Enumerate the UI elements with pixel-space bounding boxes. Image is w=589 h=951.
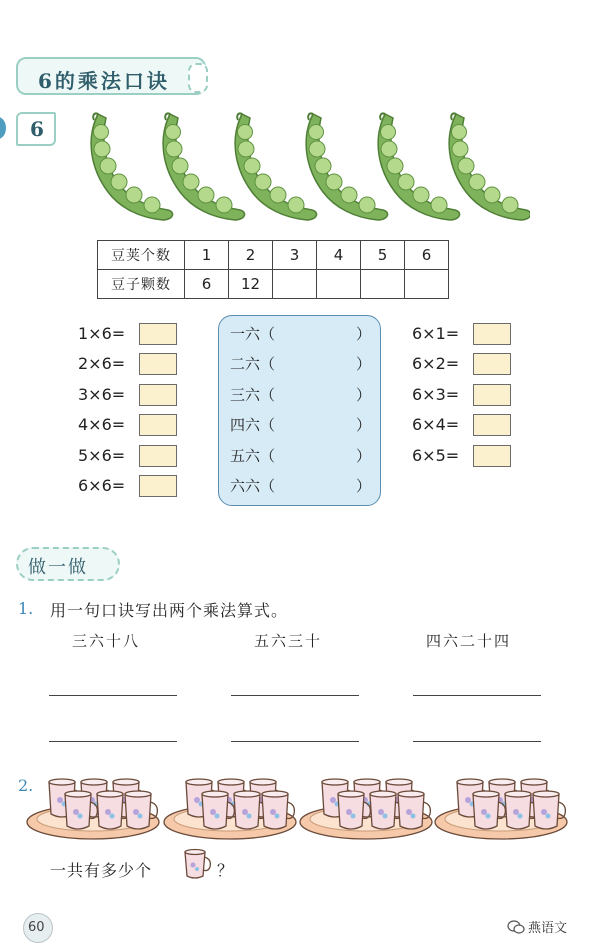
rhyme-text: 六六（ [230, 477, 276, 495]
equation [412, 413, 459, 437]
answer-box[interactable] [473, 445, 511, 467]
equation [78, 413, 125, 437]
decor-dot [0, 117, 6, 139]
answer-line[interactable] [231, 695, 359, 696]
table-cell[interactable] [405, 270, 449, 299]
section-title-banner [16, 57, 206, 95]
table-row [98, 270, 449, 299]
rhyme-close: ） [356, 386, 372, 404]
table-header: 豆子颗数 [98, 270, 185, 299]
equation-text: 4×6= [78, 415, 126, 434]
rhyme-line [230, 474, 372, 498]
cups-on-plates-illustration [25, 770, 570, 842]
answer-box[interactable] [473, 353, 511, 375]
equation [78, 444, 125, 468]
question-text [50, 858, 152, 881]
answer-line[interactable] [49, 741, 177, 742]
plate-with-cups [300, 779, 432, 839]
equation [78, 383, 125, 407]
table-cell[interactable] [273, 270, 317, 299]
question-after: ？ [217, 861, 235, 880]
do-it-banner [16, 547, 120, 581]
do-it-title: 做一做 [28, 557, 88, 578]
section-title: 6的乘法口诀 [38, 69, 170, 93]
answer-box[interactable] [139, 445, 177, 467]
pea-pod [306, 113, 387, 220]
scroll-curl-icon [188, 63, 208, 93]
rhyme-line [230, 322, 372, 346]
rhyme-text: 五六（ [230, 447, 276, 465]
answer-box[interactable] [139, 323, 177, 345]
watermark-text: 燕语文 [528, 921, 568, 936]
question-number: 2. [18, 776, 34, 795]
pea-pod [378, 113, 459, 220]
equation [412, 383, 459, 407]
rhyme-word: 五六三十 [254, 632, 323, 650]
table-cell: 5 [361, 241, 405, 270]
answer-line[interactable] [413, 695, 541, 696]
question-number: 1. [18, 599, 34, 618]
table-cell: 1 [185, 241, 229, 270]
table-cell[interactable] [317, 270, 361, 299]
table-cell: 2 [229, 241, 273, 270]
answer-box[interactable] [473, 414, 511, 436]
table-cell[interactable]: 12 [229, 270, 273, 299]
answer-line[interactable] [413, 741, 541, 742]
rhyme-line [230, 444, 372, 468]
equation [412, 444, 459, 468]
table-cell[interactable]: 6 [185, 270, 229, 299]
equation [78, 322, 125, 346]
answer-box[interactable] [473, 384, 511, 406]
rhyme-close: ） [356, 325, 372, 343]
equation-text: 5×6= [78, 446, 126, 465]
equation-text: 6×1= [412, 324, 460, 343]
question-before: 一共有多少个 [50, 861, 153, 880]
answer-box[interactable] [139, 475, 177, 497]
pea-pod [163, 113, 244, 220]
equation-text: 6×4= [412, 415, 460, 434]
rhyme-line [230, 413, 372, 437]
equation-text: 1×6= [78, 324, 126, 343]
plate-with-cups [27, 779, 159, 839]
table-header: 豆荚个数 [98, 241, 185, 270]
table-cell: 3 [273, 241, 317, 270]
plate-with-cups [435, 779, 567, 839]
cup-icon [181, 848, 215, 880]
answer-box[interactable] [139, 384, 177, 406]
beans-table [97, 240, 449, 299]
rhyme-text: 三六（ [230, 386, 276, 404]
rhyme-close: ） [356, 447, 372, 465]
equation-text: 2×6= [78, 354, 126, 373]
plate-with-cups [164, 779, 296, 839]
equation-text: 6×6= [78, 476, 126, 495]
table-cell: 4 [317, 241, 361, 270]
answer-line[interactable] [231, 741, 359, 742]
answer-box[interactable] [139, 353, 177, 375]
rhyme-word: 四六二十四 [426, 632, 512, 650]
pea-pod [235, 113, 316, 220]
pea-pod [91, 113, 172, 220]
example-number: 6 [30, 117, 44, 141]
question-text: 用一句口诀写出两个乘法算式。 [50, 601, 289, 620]
rhyme-text: 四六（ [230, 416, 276, 434]
rhyme-close: ） [356, 416, 372, 434]
rhyme-text: 二六（ [230, 355, 276, 373]
rhyme-word: 三六十八 [72, 632, 141, 650]
example-number-badge [16, 112, 56, 146]
rhyme-line [230, 383, 372, 407]
equation [78, 474, 125, 498]
table-cell: 6 [405, 241, 449, 270]
page-number-badge [23, 913, 53, 943]
equation-text: 6×2= [412, 354, 460, 373]
rhyme-line [230, 352, 372, 376]
equation-text: 6×3= [412, 385, 460, 404]
equation-text: 6×5= [412, 446, 460, 465]
equation-text: 3×6= [78, 385, 126, 404]
answer-line[interactable] [49, 695, 177, 696]
pea-pods-illustration [60, 108, 530, 228]
pea-pod [449, 113, 530, 220]
rhyme-close: ） [356, 477, 372, 495]
page-number: 60 [28, 920, 45, 935]
equation [412, 322, 459, 346]
rhyme-text: 一六（ [230, 325, 276, 343]
equation [412, 352, 459, 376]
table-cell[interactable] [361, 270, 405, 299]
table-row [98, 241, 449, 270]
wechat-icon [507, 920, 525, 934]
answer-box[interactable] [139, 414, 177, 436]
answer-box[interactable] [473, 323, 511, 345]
equation [78, 352, 125, 376]
rhyme-close: ） [356, 355, 372, 373]
